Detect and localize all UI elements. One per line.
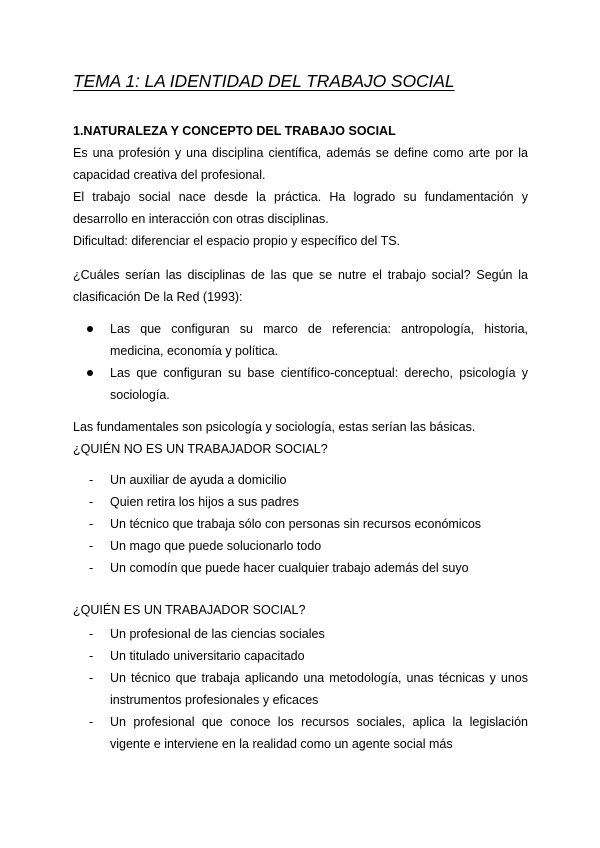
list-item-text: Un mago que puede solucionarlo todo xyxy=(110,539,322,553)
dash-marker: - xyxy=(89,627,94,641)
list-item-text: Un técnico que trabaja sólo con personas sin recursos económicos xyxy=(110,517,482,531)
dash-marker: - xyxy=(89,561,94,575)
list-item-text: Quien retira los hijos a sus padres xyxy=(110,495,299,509)
list-item-text: Un auxiliar de ayuda a domicilio xyxy=(110,473,287,487)
section-naturaleza xyxy=(73,120,528,252)
dash-marker: - xyxy=(89,495,94,509)
paragraph: El trabajo social nace desde la práctica. Ha logrado su fundamentación y desarrollo en interacción con otras disciplinas. xyxy=(73,190,528,226)
is-social-worker-list xyxy=(73,623,528,755)
dash-marker: - xyxy=(89,649,94,663)
not-social-worker-list xyxy=(73,469,528,579)
paragraph: Dificultad: diferenciar el espacio propio y específico del TS. xyxy=(73,234,401,248)
document-title: TEMA 1: LA IDENTIDAD DEL TRABAJO SOCIAL xyxy=(73,71,455,91)
list-item xyxy=(73,645,528,667)
dash-marker: - xyxy=(89,473,94,487)
list-item-text: Un titulado universitario capacitado xyxy=(110,649,305,663)
dash-marker: - xyxy=(89,715,94,729)
list-item-text: Un técnico que trabaja aplicando una metodología, unas técnicas y unos instrumentos profesionales y eficaces xyxy=(110,671,528,707)
list-item xyxy=(73,623,528,645)
bullet-icon xyxy=(87,326,93,332)
dash-marker: - xyxy=(89,671,94,685)
list-item xyxy=(73,513,528,535)
question-paragraph: ¿Cuáles serían las disciplinas de las que se nutre el trabajo social? Según la clasificación De la Red (1993): xyxy=(73,268,528,304)
list-item xyxy=(73,711,528,755)
is-social-worker-heading: ¿QUIÉN ES UN TRABAJADOR SOCIAL? xyxy=(73,603,306,617)
paragraph: Es una profesión y una disciplina científica, además se define como arte por la capacidad creativa del profesional. xyxy=(73,146,528,182)
fundamentals-paragraph: Las fundamentales son psicología y sociología, estas serían las básicas. xyxy=(73,420,476,434)
list-item-text: Un comodín que puede hacer cualquier trabajo además del suyo xyxy=(110,561,469,575)
list-item-text: Un profesional que conoce los recursos sociales, aplica la legislación vigente e interviene en la realidad como un agente social más xyxy=(110,715,528,751)
section-heading: 1.NATURALEZA Y CONCEPTO DEL TRABAJO SOCIAL xyxy=(73,124,396,138)
list-item xyxy=(73,469,528,491)
list-item xyxy=(73,557,528,579)
list-item xyxy=(73,491,528,513)
not-social-worker-heading: ¿QUIÉN NO ES UN TRABAJADOR SOCIAL? xyxy=(73,442,328,456)
bullet-icon xyxy=(87,370,93,376)
list-item-text: Las que configuran su base científico-conceptual: derecho, psicología y sociología. xyxy=(110,366,528,402)
dash-marker: - xyxy=(89,517,94,531)
list-item xyxy=(73,535,528,557)
list-item xyxy=(73,362,528,406)
list-item xyxy=(73,318,528,362)
list-item xyxy=(73,667,528,711)
disciplines-list xyxy=(73,318,528,406)
list-item-text: Las que configuran su marco de referencia: antropología, historia, medicina, economía y política. xyxy=(110,322,528,358)
list-item-text: Un profesional de las ciencias sociales xyxy=(110,627,325,641)
dash-marker: - xyxy=(89,539,94,553)
